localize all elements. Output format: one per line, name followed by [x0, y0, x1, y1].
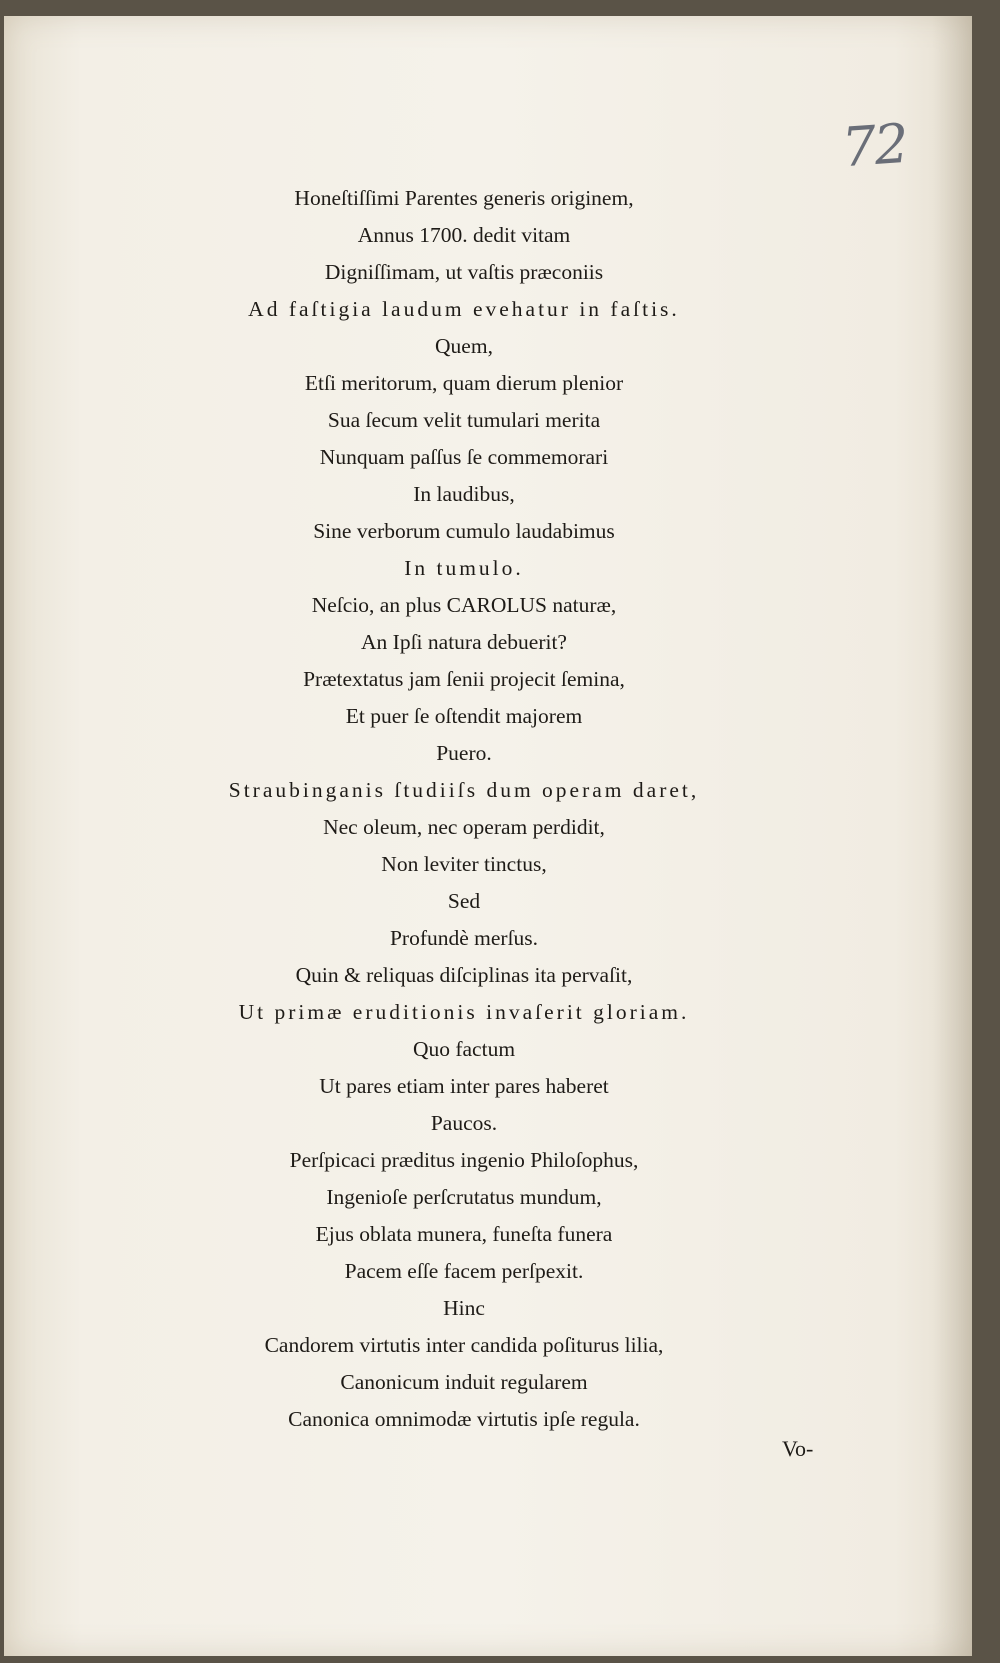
text-line: Prætextatus jam ſenii projecit ſemina, — [303, 667, 625, 691]
folio-number: 72 — [839, 111, 909, 180]
text-line: Quo factum — [412, 1037, 516, 1061]
text-line: Honeſtiſſimi Parentes generis originem, — [294, 186, 634, 210]
text-line: Ut pares etiam inter pares haberet — [319, 1074, 609, 1098]
text-line: Etſi meritorum, quam dierum plenior — [304, 371, 624, 395]
text-line: Quin & reliquas diſciplinas ita pervaſit, — [295, 963, 633, 987]
text-line: Ut primæ eruditionis invaſerit gloriam. — [238, 1000, 690, 1024]
text-line: Profundè merſus. — [389, 926, 539, 950]
text-line: Puero. — [436, 741, 492, 765]
text-line: Perſpicaci præditus ingenio Philoſophus, — [289, 1148, 639, 1172]
text-line: Non leviter tinctus, — [381, 852, 547, 876]
text-line: Paucos. — [430, 1111, 498, 1135]
text-line: Ejus oblata munera, funeſta funera — [315, 1222, 613, 1246]
catchword: Vo- — [782, 1436, 814, 1461]
text-line: Et puer ſe oſtendit majorem — [345, 704, 583, 728]
text-line: In laudibus, — [413, 482, 515, 506]
text-line: Nunquam paſſus ſe commemorari — [319, 445, 609, 469]
text-line: Sed — [447, 889, 481, 913]
text-line: Digniſſimam, ut vaſtis præconiis — [324, 260, 604, 284]
text-line: Sua ſecum velit tumulari merita — [327, 408, 601, 432]
poem-text — [154, 180, 774, 1438]
document-page — [4, 16, 972, 1656]
text-line: Nec oleum, nec operam perdidit, — [323, 815, 605, 839]
text-line: Ad faſtigia laudum evehatur in faſtis. — [248, 297, 680, 321]
text-line: Pacem eſſe facem perſpexit. — [344, 1259, 584, 1283]
text-line: Sine verborum cumulo laudabimus — [313, 519, 615, 543]
text-line: Quem, — [435, 334, 493, 358]
text-line: Canonicum induit regularem — [340, 1370, 588, 1394]
text-line: Ingenioſe perſcrutatus mundum, — [326, 1185, 602, 1209]
text-line: An Ipſi natura debuerit? — [361, 630, 567, 654]
text-line: In tumulo. — [404, 556, 524, 580]
text-line: Hinc — [443, 1296, 485, 1320]
text-line: Neſcio, an plus CAROLUS naturæ, — [311, 593, 617, 617]
text-line: Canonica omnimodæ virtutis ipſe regula. — [288, 1407, 640, 1431]
text-line: Candorem virtutis inter candida poſiturus lilia, — [264, 1333, 664, 1357]
text-line: Straubinganis ſtudiiſs dum operam daret, — [228, 778, 700, 802]
text-line: Annus 1700. dedit vitam — [357, 223, 571, 247]
